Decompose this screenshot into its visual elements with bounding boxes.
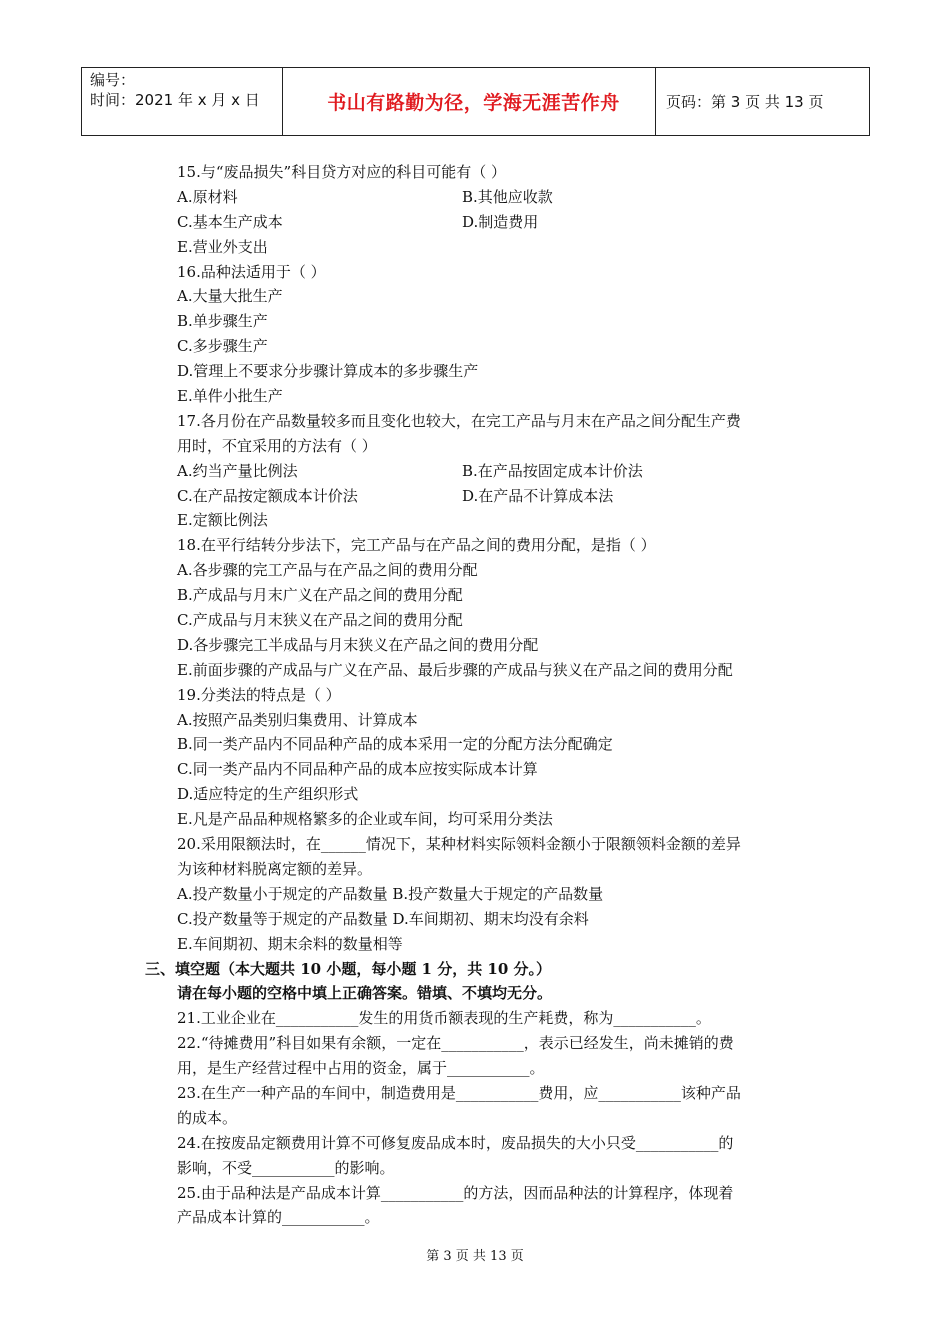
page-footer: 第 3 页 共 13 页 — [426, 1249, 524, 1264]
q18-option-b: B.产成品与月末广义在产品之间的费用分配 — [177, 586, 463, 605]
q18-stem: 18.在平行结转分步法下，完工产品与在产品之间的费用分配，是指（ ） — [177, 536, 656, 555]
motto-text: 书山有路勤为径，学海无涯苦作舟 — [327, 92, 620, 114]
q19-option-b: B.同一类产品内不同品种产品的成本采用一定的分配方法分配确定 — [177, 735, 613, 754]
section3-instruction: 请在每小题的空格中填上正确答案。错填、不填均无分。 — [177, 984, 553, 1003]
q23-line2: 的成本。 — [177, 1108, 238, 1127]
q15-options-cd — [177, 210, 817, 235]
header-divider-right — [869, 67, 870, 136]
q17-option-a: A.约当产量比例法 — [177, 461, 298, 480]
q25-line1: 25.由于品种法是产品成本计算___________的方法，因而品种法的计算程序，体现着 — [177, 1183, 734, 1202]
q19-option-e: E.凡是产品品种规格繁多的企业或车间，均可采用分类法 — [177, 810, 553, 829]
q20-options-ab: A.投产数量小于规定的产品数量 B.投产数量大于规定的产品数量 — [177, 884, 604, 903]
q17-option-c: C.在产品按定额成本计价法 — [177, 486, 358, 505]
q20-stem-line1: 20.采用限额法时，在______情况下，某种材料实际领料金额小于限额领料金额的差异 — [177, 835, 741, 854]
q16-option-a: A.大量大批生产 — [177, 287, 283, 306]
q16-option-e: E.单件小批生产 — [177, 387, 283, 406]
header-divider-left — [81, 67, 82, 136]
q18-option-a: A.各步骤的完工产品与在产品之间的费用分配 — [177, 561, 478, 580]
q16-option-d: D.管理上不要求分步骤计算成本的多步骤生产 — [177, 362, 479, 381]
q22-line1: 22.“待摊费用”科目如果有余额，一定在___________，表示已经发生，尚未摊销的费 — [177, 1034, 734, 1053]
time-label: 时间：2021 年 x 月 x 日 — [90, 91, 260, 109]
q18-option-c: C.产成品与月末狭义在产品之间的费用分配 — [177, 611, 463, 630]
q17-option-b: B.在产品按固定成本计价法 — [462, 461, 643, 480]
q15-options-ab — [177, 185, 817, 210]
q17-options-cd — [177, 484, 817, 509]
q16-option-c: C.多步骤生产 — [177, 337, 268, 356]
q24-line2: 影响，不受___________的影响。 — [177, 1158, 395, 1177]
q23-line1: 23.在生产一种产品的车间中，制造费用是___________费用，应___________该种产品 — [177, 1083, 741, 1102]
q17-stem-line1: 17.各月份在产品数量较多而且变化也较大，在完工产品与月末在产品之间分配生产费 — [177, 411, 741, 430]
q19-option-a: A.按照产品类别归集费用、计算成本 — [177, 710, 418, 729]
q20-stem-line2: 为该种材料脱离定额的差异。 — [177, 859, 373, 878]
q15-option-d: D.制造费用 — [462, 212, 539, 231]
page-header — [81, 67, 870, 136]
q15-stem: 15.与“废品损失”科目贷方对应的科目可能有（ ） — [177, 163, 506, 181]
q21-text: 21.工业企业在___________发生的用货币额表现的生产耗费，称为___________。 — [177, 1009, 711, 1028]
section3-title: 三、填空题（本大题共 10 小题，每小题 1 分，共 10 分。） — [145, 959, 552, 978]
q25-line2: 产品成本计算的___________。 — [177, 1208, 380, 1227]
q24-line1: 24.在按废品定额费用计算不可修复废品成本时，废品损失的大小只受___________的 — [177, 1133, 734, 1152]
q19-stem: 19.分类法的特点是（ ） — [177, 685, 341, 704]
q16-stem: 16.品种法适用于（ ） — [177, 262, 326, 281]
q20-options-cd: C.投产数量等于规定的产品数量 D.车间期初、期末均没有余料 — [177, 909, 589, 928]
q15-option-c: C.基本生产成本 — [177, 212, 283, 231]
q18-option-d: D.各步骤完工半成品与月末狭义在产品之间的费用分配 — [177, 635, 539, 654]
q15-option-e: E.营业外支出 — [177, 237, 268, 256]
q17-option-e: E.定额比例法 — [177, 511, 268, 530]
q15-option-a: A.原材料 — [177, 187, 238, 206]
q17-options-ab — [177, 459, 817, 484]
q15-option-b: B.其他应收款 — [462, 187, 553, 206]
number-label: 编号： — [90, 71, 136, 89]
q18-option-e: E.前面步骤的产成品与广义在产品、最后步骤的产成品与狭义在产品之间的费用分配 — [177, 660, 733, 679]
q19-option-d: D.适应特定的生产组织形式 — [177, 785, 359, 804]
page-label: 页码：第 3 页 共 13 页 — [666, 93, 824, 111]
q22-line2: 用，是生产经营过程中占用的资金，属于___________。 — [177, 1059, 545, 1078]
document-body — [145, 160, 817, 1230]
q16-option-b: B.单步骤生产 — [177, 312, 268, 331]
q17-option-d: D.在产品不计算成本法 — [462, 486, 614, 505]
header-divider-middle-left — [282, 67, 283, 136]
q20-option-e: E.车间期初、期末余料的数量相等 — [177, 934, 403, 953]
q17-stem-line2: 用时，不宜采用的方法有（ ） — [177, 436, 377, 455]
q19-option-c: C.同一类产品内不同品种产品的成本应按实际成本计算 — [177, 760, 538, 779]
